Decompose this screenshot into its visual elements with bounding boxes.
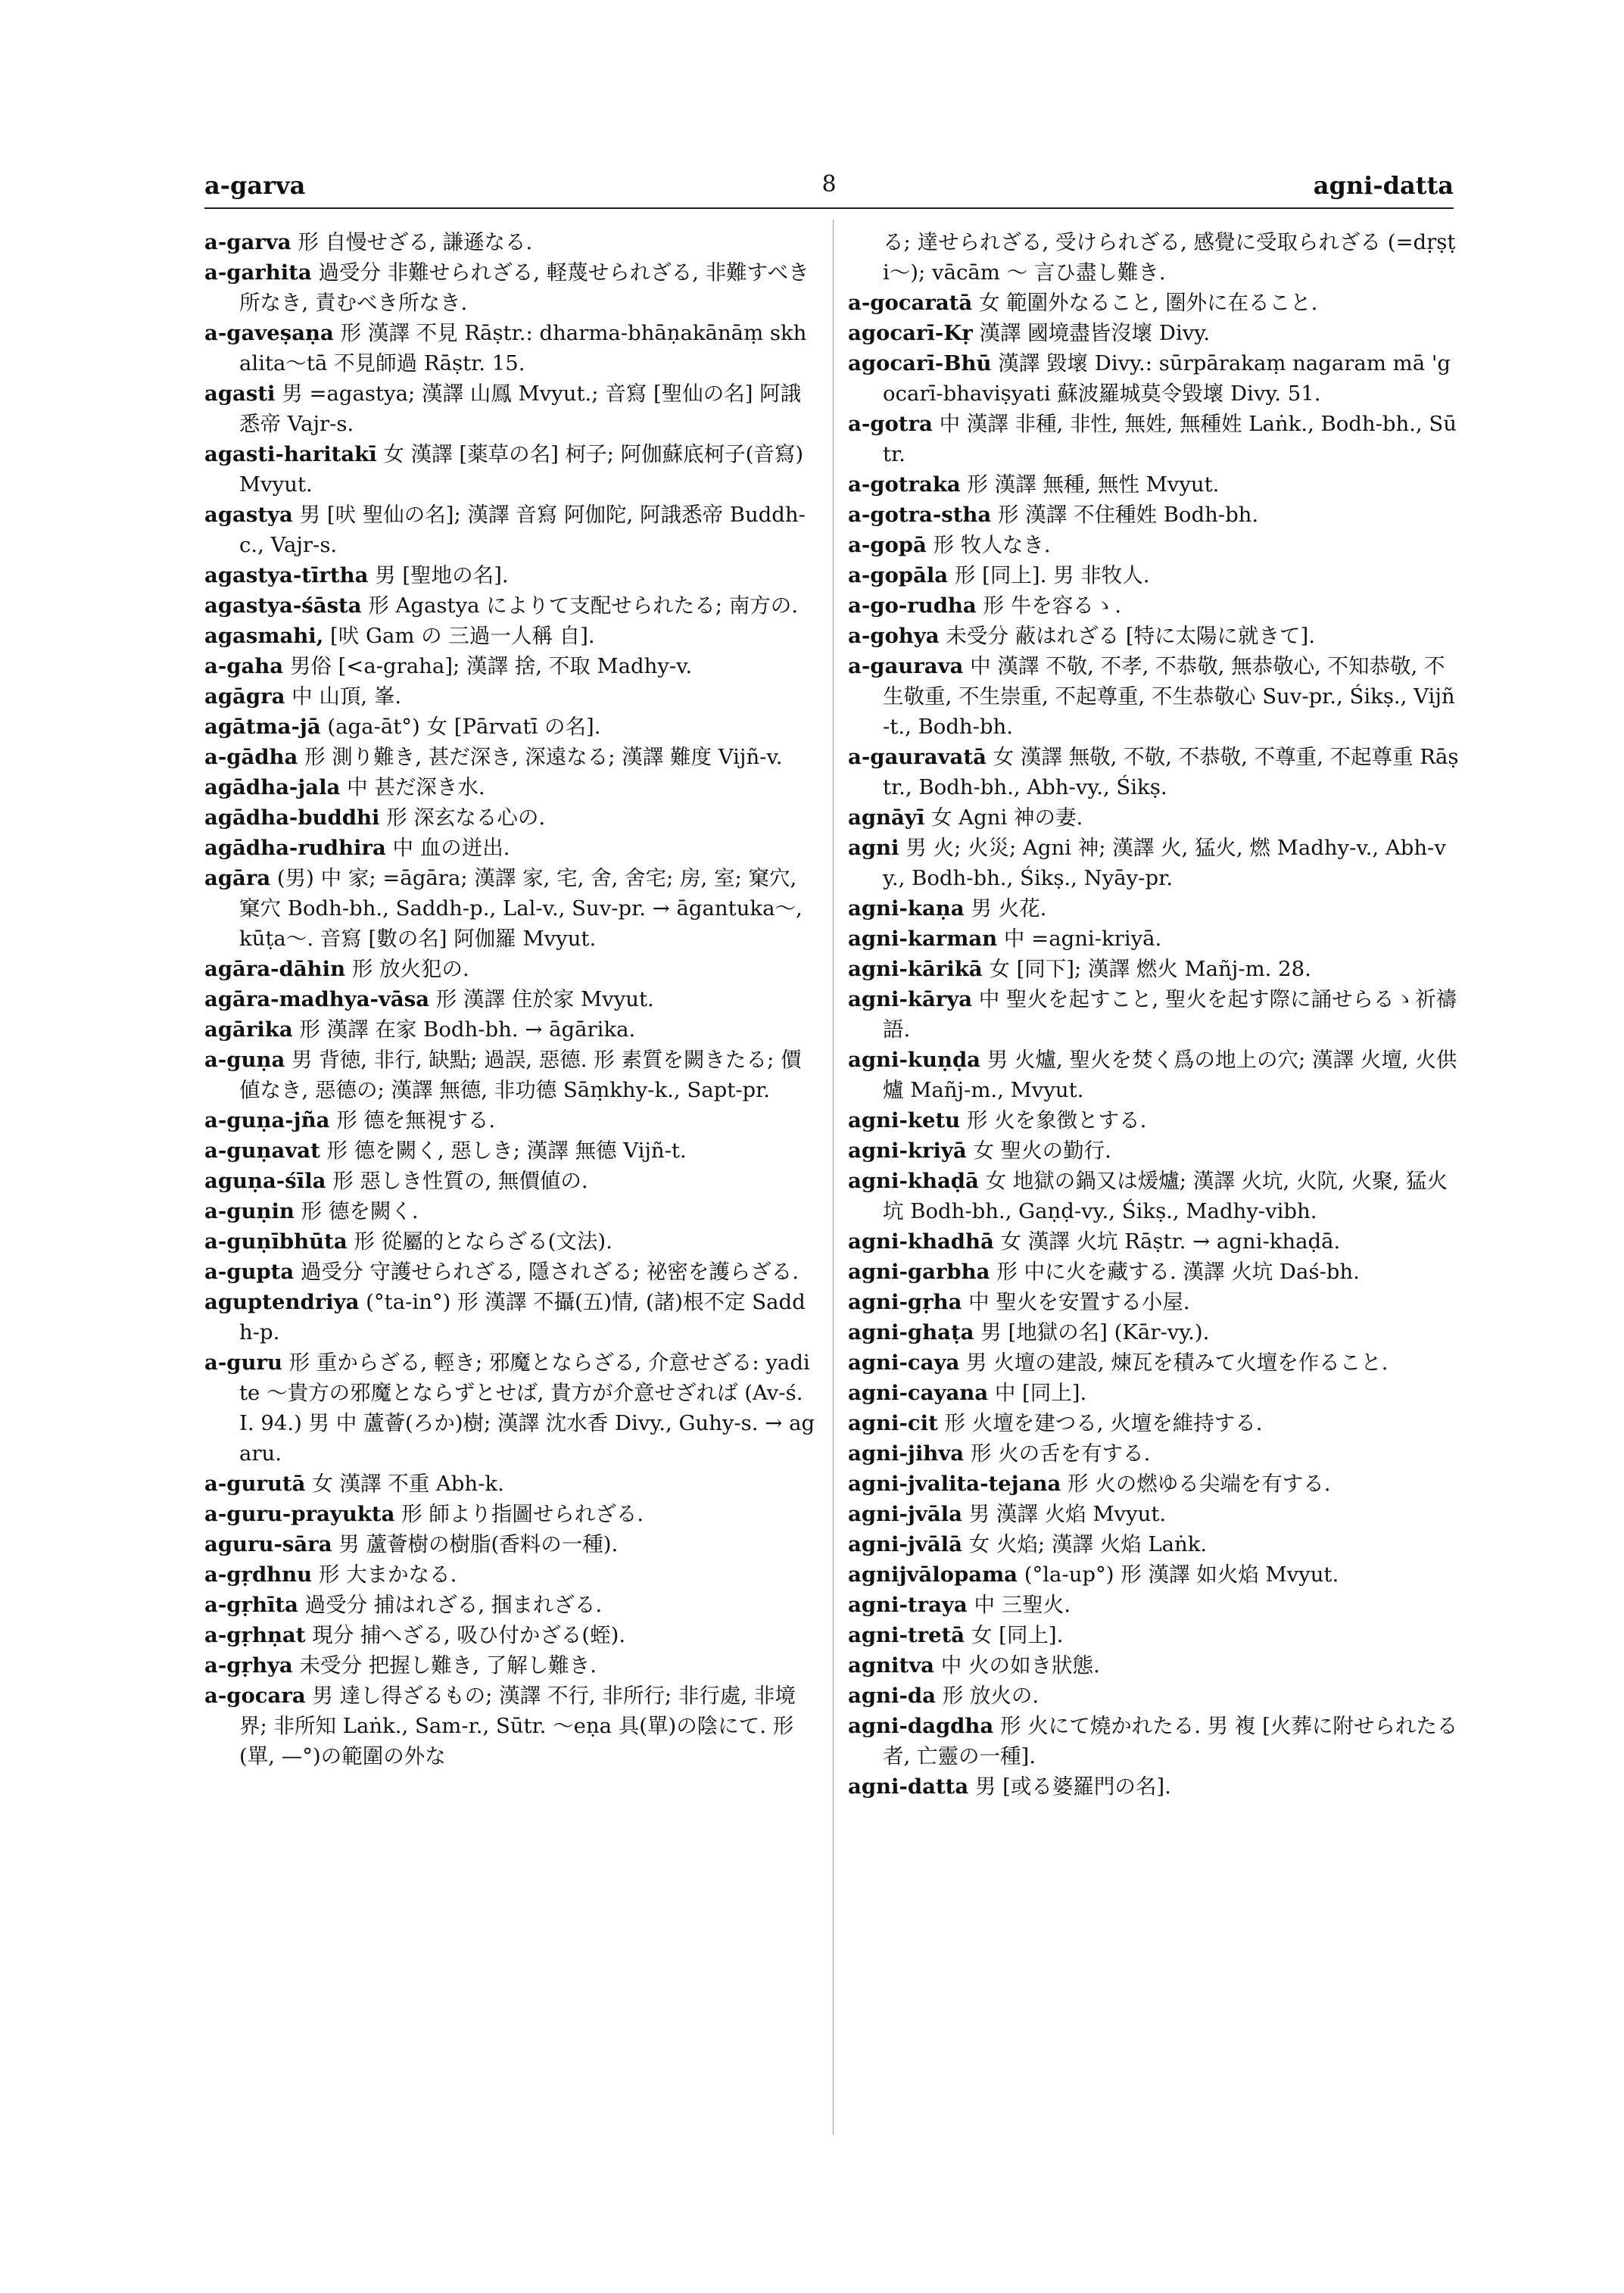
entry-headword: agni-kārya: [848, 987, 973, 1011]
dictionary-entry: [848, 742, 1461, 802]
dictionary-entry: [204, 1257, 818, 1287]
dictionary-entry: [848, 1378, 1461, 1408]
entry-definition: 形 漢譯 不見 Rāṣtr.: dharma-bhāṇakānāṃ skhalita〜tā 不見師過 Rāṣtr. 15.: [239, 321, 807, 375]
entry-headword: agāra-madhya-vāsa: [204, 987, 430, 1011]
entry-headword: a-guṇin: [204, 1199, 295, 1223]
dictionary-entry: [848, 500, 1461, 530]
entry-headword: agni-garbha: [848, 1260, 990, 1284]
entry-definition: 過受分 守護せられざる, 隱されざる; 祕密を護らざる.: [294, 1260, 799, 1284]
entry-headword: agni-datta: [848, 1774, 969, 1799]
entry-headword: agni-traya: [848, 1593, 968, 1617]
dictionary-entry: [848, 802, 1461, 833]
entry-headword: a-gocara: [204, 1684, 306, 1708]
entry-definition: 女 [同下]; 漢譯 燃火 Mañj-m. 28.: [982, 957, 1311, 981]
entry-definition: 形 火の舌を有する.: [964, 1441, 1151, 1466]
entry-definition: 形 中に火を藏する. 漢譯 火坑 Daś-bh.: [990, 1260, 1360, 1284]
entry-headword: a-gṛhīta: [204, 1593, 298, 1617]
dictionary-entry: [848, 288, 1461, 318]
entry-headword: agāra-dāhin: [204, 957, 346, 981]
dictionary-entry: [204, 379, 818, 439]
entry-definition: 中 火の如き狀態.: [934, 1653, 1100, 1678]
entry-headword: a-garhita: [204, 260, 312, 285]
entry-headword: agādha-buddhi: [204, 805, 380, 830]
entry-headword: agāgra: [204, 684, 285, 709]
dictionary-entry: [204, 1136, 818, 1166]
dictionary-entry: [848, 1136, 1461, 1166]
entry-definition: (°la-up°) 形 漢譯 如火焰 Mvyut.: [1018, 1562, 1339, 1587]
entry-definition: 形 深玄なる心の.: [379, 805, 546, 830]
entry-headword: agni-kuṇḍa: [848, 1048, 980, 1072]
entry-headword: a-guru-prayukta: [204, 1502, 395, 1526]
dictionary-entry: [204, 1105, 818, 1136]
entry-headword: agni-jvalita-tejana: [848, 1472, 1061, 1496]
entry-headword: agasti: [204, 382, 276, 406]
entry-definition: る; 達せられざる, 受けられざる, 感覺に受取られざる (=dṛṣṭi〜); vācām 〜 言ひ盡し難き.: [883, 230, 1456, 285]
entry-headword: a-gotra-stha: [848, 503, 992, 527]
entry-definition: 男 蘆薈樹の樹脂(香料の一種).: [332, 1532, 619, 1556]
entry-headword: agni-khadhā: [848, 1229, 994, 1254]
entry-definition: 男 火壇の建設, 煉瓦を積みて火壇を作ること.: [959, 1351, 1389, 1375]
entry-definition: 形 重からざる, 輕き; 邪魔とならざる, 介意せざる: yadi te 〜貴方の邪魔とならずとせば, 貴方が介意せざれば (Av-ś. I. 94.) 男 中 蘆薈(ろか)樹; 漢譯 沈水香 Divy., Guhy-s. → agaru.: [239, 1351, 815, 1466]
entry-headword: agādha-jala: [204, 775, 341, 799]
dictionary-entry: [848, 1469, 1461, 1499]
entry-headword: agastya-śāsta: [204, 594, 362, 618]
dictionary-entry: [848, 893, 1461, 924]
entry-definition: (男) 中 家; =āgāra; 漢譯 家, 宅, 舍, 舍宅; 房, 室; 窠穴, 窠穴 Bodh-bh., Saddh-p., Lal-v., Suv-pr. → āgantuka〜, kūṭa〜. 音寫 [數の名] 阿伽羅 Mvyut.: [239, 866, 803, 951]
entry-headword: agni-caya: [848, 1351, 960, 1375]
entry-definition: 形 放火の.: [935, 1684, 1040, 1708]
entry-headword: a-garva: [204, 230, 291, 254]
entry-headword: a-go-rudha: [848, 594, 977, 618]
dictionary-entry: [848, 469, 1461, 500]
dictionary-entry: [204, 681, 818, 712]
entry-definition: 形 火にて燒かれたる. 男 複 [火葬に附せられたる者, 亡靈の一種].: [883, 1714, 1458, 1768]
entry-definition: 形 大まかなる.: [312, 1562, 457, 1587]
entry-headword: agni-kriyā: [848, 1139, 967, 1163]
dictionary-entry: [848, 348, 1461, 409]
entry-definition: 男 火爐, 聖火を焚く爲の地上の穴; 漢譯 火壇, 火供爐 Mañj-m., Mvyut.: [883, 1048, 1457, 1102]
entry-definition: 女 聖火の勤行.: [966, 1139, 1111, 1163]
entry-headword: agārika: [204, 1017, 293, 1042]
dictionary-entry: [204, 590, 818, 621]
dictionary-entry: [848, 954, 1461, 984]
entry-definition: 形 Agastya によりて支配せられたる; 南方の.: [361, 594, 799, 618]
entry-headword: agastya-tīrtha: [204, 563, 369, 587]
dictionary-entry: [848, 1257, 1461, 1287]
entry-definition: 形 師より指圖せられざる.: [394, 1502, 644, 1526]
dictionary-entry: [204, 984, 818, 1014]
dictionary-entry: [848, 530, 1461, 560]
left-column: [204, 227, 818, 2135]
dictionary-entry: [204, 1681, 818, 1771]
entry-headword: a-gṛhya: [204, 1653, 293, 1678]
dictionary-entry: [848, 1559, 1461, 1590]
entry-headword: a-guṇa: [204, 1048, 285, 1072]
dictionary-entry: [204, 1590, 818, 1620]
dictionary-entry: [204, 257, 818, 318]
entry-definition: 形 火を象徴とする.: [960, 1108, 1147, 1132]
entry-headword: agni-kaṇa: [848, 896, 965, 921]
entry-headword: a-guru: [204, 1351, 282, 1375]
entry-headword: agni-gṛha: [848, 1290, 962, 1314]
entry-headword: agni-jvāla: [848, 1502, 962, 1526]
dictionary-entry: [848, 1287, 1461, 1317]
entry-headword: a-gupta: [204, 1260, 295, 1284]
entry-headword: a-gohya: [848, 624, 940, 648]
dictionary-entry: [204, 1166, 818, 1196]
entry-definition: 形 牧人なき.: [926, 533, 1051, 557]
entry-definition: 形 漢譯 在家 Bodh-bh. → āgārika.: [292, 1017, 636, 1042]
entry-headword: a-gopā: [848, 533, 927, 557]
entry-definition: 形 惡しき性質の, 無價値の.: [326, 1169, 588, 1193]
entry-definition: 形 測り難き, 甚だ深き, 深遠なる; 漢譯 難度 Vijñ-v.: [298, 745, 783, 769]
entry-headword: agastya: [204, 503, 293, 527]
entry-definition: 男俗 [<a-graha]; 漢譯 捨, 不取 Madhy-v.: [283, 654, 693, 678]
entry-definition: 男 背徳, 非行, 缺點; 過誤, 惡德. 形 素質を闕きたる; 價値なき, 惡德の; 漢譯 無德, 非功德 Sāṃkhy-k., Sapt-pr.: [239, 1048, 802, 1102]
entry-headword: agni-dagdha: [848, 1714, 994, 1738]
entry-definition: 男 達し得ざるもの; 漢譯 不行, 非所行; 非行處, 非境界; 非所知 Laṅk., Sam-r., Sūtr. 〜eṇa 具(單)の陰にて. 形 (單, —°)の範圍の外な: [239, 1684, 796, 1768]
dictionary-entry: [848, 1226, 1461, 1257]
entry-definition: 形 [同上]. 男 非牧人.: [948, 563, 1150, 587]
dictionary-entry: [848, 1347, 1461, 1378]
entry-definition: 女 漢譯 火坑 Rāṣtr. → agni-khaḍā.: [993, 1229, 1341, 1254]
dictionary-entry: [204, 802, 818, 833]
entry-headword: agni-cit: [848, 1411, 938, 1435]
dictionary-entry: [204, 1196, 818, 1226]
running-head: [204, 171, 1454, 204]
dictionary-entry: [204, 1499, 818, 1529]
entry-definition: 女 漢譯 [薬草の名] 柯子; 阿伽蘇底柯子(音寫) Mvyut.: [239, 442, 804, 497]
entry-headword: a-gādha: [204, 745, 298, 769]
dictionary-entry: [204, 863, 818, 954]
entry-headword: agni-karman: [848, 927, 998, 951]
dictionary-entry: [204, 712, 818, 742]
dictionary-entry: [848, 1408, 1461, 1438]
page-number: 8: [821, 171, 837, 198]
entry-headword: agni-tretā: [848, 1623, 965, 1647]
column-divider: [833, 220, 834, 2135]
entry-headword: aguru-sāra: [204, 1532, 332, 1556]
entry-headword: agādha-rudhira: [204, 836, 386, 860]
entry-definition: 過受分 捕はれざる, 掴まれざる.: [298, 1593, 603, 1617]
entry-definition: 中 三聖火.: [967, 1593, 1071, 1617]
dictionary-entry: [848, 984, 1461, 1045]
dictionary-entry: [848, 1529, 1461, 1559]
dictionary-entry: [848, 1620, 1461, 1650]
dictionary-entry: [204, 1226, 818, 1257]
entry-headword: agni-da: [848, 1684, 936, 1708]
entry-definition: 現分 捕へざる, 吸ひ付かざる(蛭).: [305, 1623, 626, 1647]
dictionary-entry: [848, 1499, 1461, 1529]
dictionary-entry: [848, 1711, 1461, 1771]
entry-definition: 形 德を闕く.: [294, 1199, 419, 1223]
entry-definition: (°ta-in°) 形 漢譯 不攝(五)情, (諸)根不定 Saddh-p.: [239, 1290, 806, 1344]
dictionary-entry: [204, 439, 818, 500]
dictionary-entry: [848, 621, 1461, 651]
entry-definition: 形 漢譯 住於家 Mvyut.: [429, 987, 654, 1011]
entry-definition: 形 德を闕く, 惡しき; 漢譯 無德 Vijñ-t.: [320, 1139, 687, 1163]
entry-headword: a-gṛhṇat: [204, 1623, 306, 1647]
entry-headword: a-gauravatā: [848, 745, 987, 769]
dictionary-entry: [204, 1469, 818, 1499]
entry-definition: [吠 Gam の 三過一人稱 自].: [323, 624, 595, 648]
entry-definition: 中 聖火を起すこと, 聖火を起す際に誦せらるゝ祈禱語.: [883, 987, 1457, 1042]
entry-definition: 男 [或る婆羅門の名].: [968, 1774, 1171, 1799]
entry-definition: 形 火壇を建つる, 火壇を維持する.: [937, 1411, 1263, 1435]
entry-headword: agnitva: [848, 1653, 934, 1678]
dictionary-entry: [848, 833, 1461, 893]
entry-definition: 形 牛を容るゝ.: [976, 594, 1121, 618]
entry-headword: agasti-haritakī: [204, 442, 377, 466]
entry-headword: a-guṇa-jña: [204, 1108, 330, 1132]
entry-headword: agnāyī: [848, 805, 925, 830]
dictionary-entry: [204, 1347, 818, 1469]
dictionary-entry: [204, 318, 818, 379]
dictionary-entry: [204, 1650, 818, 1681]
entry-definition: 男 [地獄の名] (Kār-vy.).: [974, 1320, 1210, 1344]
entry-definition: 男 火; 火災; Agni 神; 漢譯 火, 猛火, 燃 Madhy-v., Abh-vy., Bodh-bh., Śikṣ., Nyāy-pr.: [883, 836, 1446, 890]
entry-definition: 形 從屬的とならざる(文法).: [347, 1229, 613, 1254]
entry-definition: 男 [聖地の名].: [368, 563, 509, 587]
dictionary-entry: [848, 1045, 1461, 1105]
entry-headword: agni-kārikā: [848, 957, 983, 981]
dictionary-entry: [848, 1438, 1461, 1469]
entry-headword: a-guṇībhūta: [204, 1229, 348, 1254]
dictionary-entry: [848, 318, 1461, 348]
entry-definition: 中 [同上].: [988, 1381, 1087, 1405]
entry-headword: agāra: [204, 866, 271, 890]
dictionary-entry: [848, 1166, 1461, 1226]
entry-headword: a-gotraka: [848, 472, 961, 497]
entry-definition: 中 聖火を安置する小屋.: [962, 1290, 1190, 1314]
dictionary-entry: [204, 1559, 818, 1590]
entry-headword: agātma-jā: [204, 715, 321, 739]
entry-definition: 形 自慢せざる, 謙遜なる.: [291, 230, 533, 254]
dictionary-entry: [204, 742, 818, 772]
entry-definition: 漢譯 國境盡皆沒壞 Divy.: [972, 321, 1210, 345]
entry-headword: a-gaurava: [848, 654, 964, 678]
entry-headword: aguptendriya: [204, 1290, 360, 1314]
entry-definition: 形 漢譯 無種, 無性 Mvyut.: [960, 472, 1220, 497]
entry-headword: agocarī-Bhū: [848, 351, 992, 375]
entry-definition: 女 漢譯 不重 Abh-k.: [305, 1472, 504, 1496]
dictionary-entry: [204, 1045, 818, 1105]
entry-definition: 漢譯 毀壞 Divy.: sūrpārakaṃ nagaram mā 'gocarī-bhaviṣyati 蘇波羅城莫令毀壞 Divy. 51.: [883, 351, 1451, 406]
entry-definition: 中 =agni-kriyā.: [997, 927, 1162, 951]
entry-headword: agni-jihva: [848, 1441, 965, 1466]
entry-headword: a-gopāla: [848, 563, 949, 587]
dictionary-entry: [204, 560, 818, 590]
dictionary-entry: [848, 1681, 1461, 1711]
dictionary-entry: [204, 954, 818, 984]
entry-headword: agni: [848, 836, 899, 860]
entry-headword: agni-jvālā: [848, 1532, 962, 1556]
dictionary-entry: [848, 924, 1461, 954]
dictionary-entry: [848, 227, 1461, 288]
dictionary-entry: [204, 772, 818, 802]
header-rule: [204, 207, 1454, 209]
entry-definition: 過受分 非難せられざる, 軽蔑せられざる, 非難すべき所なき, 責むべき所なき.: [239, 260, 809, 315]
entry-definition: 未受分 把握し難き, 了解し難き.: [292, 1653, 597, 1678]
entry-headword: a-gaha: [204, 654, 284, 678]
entry-headword: a-gotra: [848, 412, 933, 436]
entry-definition: 女 漢譯 無敬, 不敬, 不恭敬, 不尊重, 不起尊重 Rāṣtr., Bodh-bh., Abh-vy., Śikṣ.: [883, 745, 1459, 799]
dictionary-entry: [848, 1650, 1461, 1681]
dictionary-entry: [848, 409, 1461, 469]
entry-definition: 形 漢譯 不住種姓 Bodh-bh.: [991, 503, 1259, 527]
dictionary-entry: [204, 833, 818, 863]
dictionary-entry: [848, 651, 1461, 742]
dictionary-entry: [848, 1105, 1461, 1136]
dictionary-entry: [204, 1529, 818, 1559]
entry-headword: agni-ketu: [848, 1108, 961, 1132]
entry-definition: 形 放火犯の.: [345, 957, 469, 981]
entry-headword: agni-khaḍā: [848, 1169, 979, 1193]
entry-definition: 女 Agni 神の妻.: [924, 805, 1083, 830]
dictionary-entry: [848, 590, 1461, 621]
dictionary-entry: [848, 1590, 1461, 1620]
entry-headword: agasmahi,: [204, 624, 324, 648]
entry-definition: 中 血の迸出.: [385, 836, 510, 860]
right-column: [848, 227, 1461, 2135]
entry-definition: 中 漢譯 不敬, 不孝, 不恭敬, 無恭敬心, 不知恭敬, 不生敬重, 不生崇重, 不起尊重, 不生恭敬心 Suv-pr., Śikṣ., Vijñ-t., Bodh-bh.: [883, 654, 1455, 739]
entry-headword: agocarī-Kṛ: [848, 321, 973, 345]
entry-headword: a-gocaratā: [848, 291, 973, 315]
dictionary-entry: [204, 1287, 818, 1347]
entry-definition: 男 漢譯 火焰 Mvyut.: [962, 1502, 1167, 1526]
entry-headword: a-guṇavat: [204, 1139, 320, 1163]
dictionary-entry: [848, 1317, 1461, 1347]
entry-definition: 形 德を無視する.: [329, 1108, 496, 1132]
entry-definition: 中 甚だ深き水.: [340, 775, 485, 799]
dictionary-entry: [204, 1014, 818, 1045]
dictionary-entry: [848, 560, 1461, 590]
entry-definition: 形 火の燃ゆる尖端を有する.: [1061, 1472, 1331, 1496]
dictionary-entry: [204, 621, 818, 651]
dictionary-entry: [204, 1620, 818, 1650]
entry-headword: a-gṛdhnu: [204, 1562, 313, 1587]
entry-definition: 中 山頂, 峯.: [285, 684, 402, 709]
header-first-entry: a-garva: [204, 171, 306, 200]
dictionary-entry: [204, 227, 818, 257]
entry-definition: 男 火花.: [964, 896, 1047, 921]
entry-definition: 未受分 蔽はれざる [特に太陽に就きて].: [939, 624, 1316, 648]
entry-definition: 男 [吠 聖仙の名]; 漢譯 音寫 阿伽陀, 阿誐悉帝 Buddh-c., Vajr-s.: [239, 503, 806, 557]
dictionary-entry: [848, 1771, 1461, 1802]
entry-definition: 女 地獄の鍋又は煖爐; 漢譯 火坑, 火阬, 火聚, 猛火坑 Bodh-bh., Gaṇḍ-vy., Śikṣ., Madhy-vibh.: [883, 1169, 1448, 1223]
entry-headword: agni-cayana: [848, 1381, 989, 1405]
entry-headword: a-gurutā: [204, 1472, 306, 1496]
entry-definition: 男 =agastya; 漢譯 山鳳 Mvyut.; 音寫 [聖仙の名] 阿誐悉帝 Vajr-s.: [239, 382, 802, 436]
entry-headword: agnijvālopama: [848, 1562, 1018, 1587]
dictionary-entry: [204, 500, 818, 560]
entry-headword: aguṇa-śīla: [204, 1169, 326, 1193]
entry-definition: 中 漢譯 非種, 非性, 無姓, 無種姓 Laṅk., Bodh-bh., Sūtr.: [883, 412, 1457, 466]
header-last-entry: agni-datta: [1313, 171, 1454, 200]
entry-definition: 女 [同上].: [965, 1623, 1064, 1647]
entry-definition: (aga-āt°) 女 [Pārvatī の名].: [320, 715, 601, 739]
entry-definition: 女 火焰; 漢譯 火焰 Laṅk.: [962, 1532, 1208, 1556]
entry-headword: agni-ghaṭa: [848, 1320, 974, 1344]
dictionary-entry: [204, 651, 818, 681]
entry-headword: a-gaveṣaṇa: [204, 321, 334, 345]
entry-definition: 女 範圍外なること, 圏外に在ること.: [972, 291, 1318, 315]
